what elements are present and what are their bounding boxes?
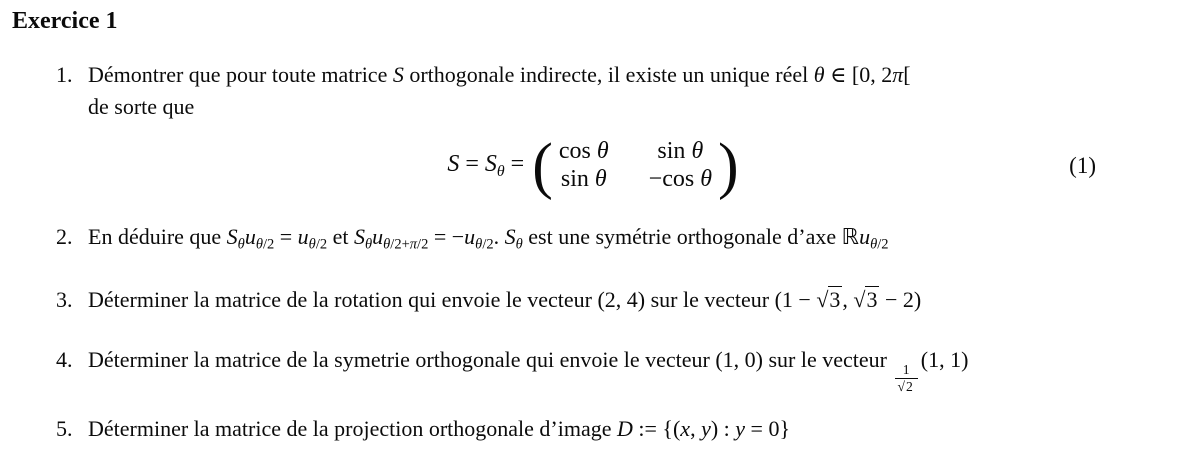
list-item-5 bbox=[12, 413, 1174, 445]
item-text-2: En déduire que $S_\theta u_{\theta/2} = u_{\theta/2}$ et $S_\theta u_{\theta/2+\pi/2} = -u_{\theta/2}$. $S_\theta$ est une symétrie orthogonale d’axe ℝu$_{\theta/2}$ bbox=[88, 223, 889, 253]
item-text-3: Déterminer la matrice de la rotation qui envoie le vecteur (2, 4) sur le vecteur (1 − √3, √3 − 2) bbox=[88, 286, 922, 312]
matrix-cell-12: sin θ bbox=[657, 138, 704, 165]
list-item-4 bbox=[12, 344, 1174, 396]
matrix-left-paren: ( bbox=[532, 130, 553, 201]
equation-lhs: $S = S_\theta$ = bbox=[447, 150, 525, 180]
exercise-list bbox=[12, 59, 1174, 445]
item-text-1: Démontrer que pour toute matrice S orthogonale indirecte, il existe un unique réel θ ∈ [0, 2π[ de sorte que bbox=[88, 62, 911, 120]
matrix-cell-22: −cos θ bbox=[648, 166, 712, 193]
item-number-1: 1. bbox=[56, 62, 73, 88]
matrix bbox=[553, 138, 718, 193]
item-number-4: 4. bbox=[56, 346, 73, 372]
equation-number: (1) bbox=[1069, 152, 1096, 178]
list-item-2 bbox=[12, 221, 1174, 256]
item-number-2: 2. bbox=[56, 223, 73, 249]
item-number-5: 5. bbox=[56, 416, 73, 442]
item-text-5: Déterminer la matrice de la projection orthogonale d’image D := {(x, y) : y = 0} bbox=[88, 416, 791, 442]
display-equation bbox=[12, 130, 1174, 201]
item-number-3: 3. bbox=[56, 286, 73, 312]
list-item-1 bbox=[12, 59, 1174, 123]
item-text-4: Déterminer la matrice de la symetrie orthogonale qui envoie le vecteur (1, 0) sur le vecteur $\frac{1}{√2}$ (1, 1) bbox=[88, 346, 969, 395]
list-item-3 bbox=[12, 284, 1174, 316]
matrix-right-paren: ) bbox=[718, 130, 739, 201]
exercise-title: Exercice 1 bbox=[12, 8, 118, 34]
matrix-cell-21: sin θ bbox=[560, 166, 607, 193]
matrix-cell-11: cos θ bbox=[558, 138, 609, 165]
